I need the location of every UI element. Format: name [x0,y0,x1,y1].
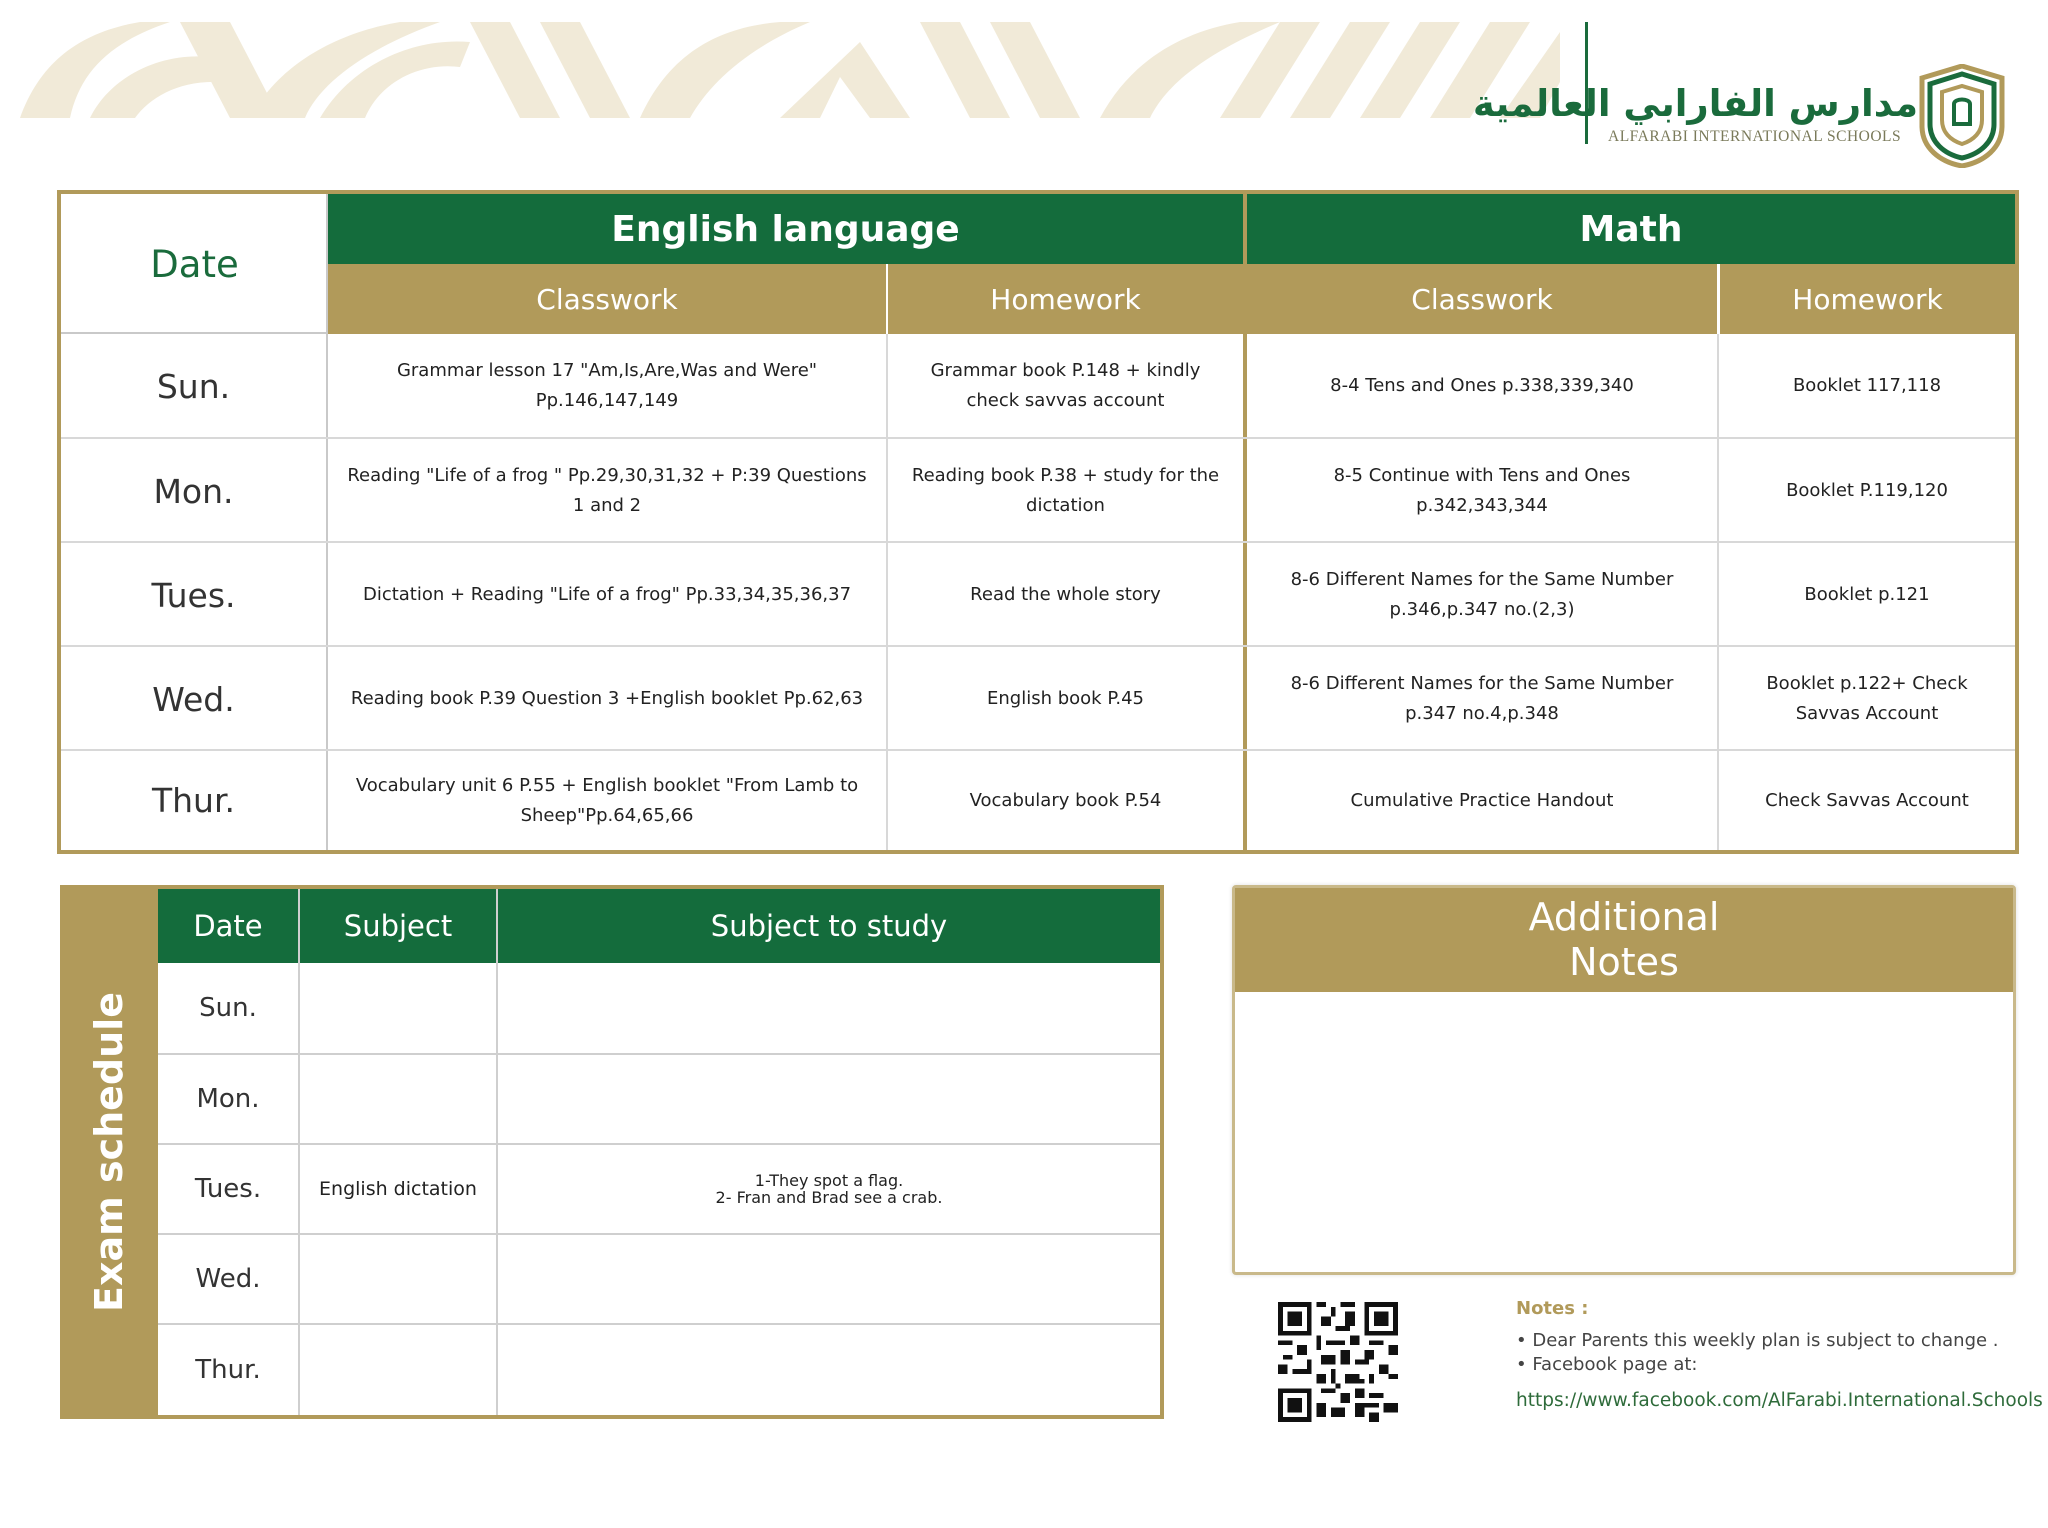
english-classwork-thur: Vocabulary unit 6 P.55 + English booklet "From Lamb to Sheep"Pp.64,65,66 [355,774,859,826]
day-label-wed: Wed. [152,679,235,719]
day-label-thur: Thur. [151,781,235,820]
exam-study-tues [498,1145,1160,1233]
exam-date-header: Date [158,889,298,963]
school-crest-icon [1918,64,2006,168]
english-homework-wed: English book P.45 [987,688,1144,709]
day-label-tues: Tues. [151,575,236,615]
additional-notes-title-line1: Additional [1528,895,1720,939]
exam-day-tues: Tues. [194,1174,262,1204]
footer-notes-line-1: • Dear Parents this weekly plan is subject to change . [1516,1330,1999,1351]
math-classwork-header: Classwork [1247,264,1717,334]
english-classwork-wed: Reading book P.39 Question 3 +English booklet Pp.62,63 [350,688,864,709]
english-subject-header: English language [328,194,1243,264]
english-homework-tues: Read the whole story [970,584,1161,605]
math-classwork-thur: Cumulative Practice Handout [1350,789,1614,811]
additional-notes-header [1235,888,2013,992]
facebook-page-link[interactable]: https://www.facebook.com/AlFarabi.International.Schools [1516,1390,2043,1411]
school-name-arabic: مدارس الفارابي العالمية [1472,82,1918,125]
exam-day-thur: Thur. [195,1355,261,1385]
math-homework-mon: Booklet P.119,120 [1786,480,1948,501]
math-homework-tues: Booklet p.121 [1804,584,1930,605]
math-homework-header: Homework [1720,264,2015,334]
math-subject-header: Math [1247,194,2015,264]
weekly-plan-table [57,190,2019,854]
day-label-sun: Sun. [156,366,231,406]
exam-study-line-1: 1-They spot a flag. [754,1171,904,1190]
footer-notes-title: Notes : [1516,1298,1589,1319]
exam-subject-header: Subject [300,889,496,963]
math-classwork-wed: 8-6 Different Names for the Same Number p.347 no.4,p.348 [1290,673,1674,724]
exam-study-header: Subject to study [498,889,1160,963]
exam-day-wed: Wed. [195,1264,261,1294]
math-homework-sun: Booklet 117,118 [1792,375,1942,396]
english-homework-sun: Grammar book P.148 + kindly check savvas account [930,360,1201,411]
exam-study-line-2: 2- Fran and Brad see a crab. [715,1188,943,1207]
math-classwork-sun: 8-4 Tens and Ones p.338,339,340 [1330,375,1634,396]
exam-day-mon: Mon. [196,1084,260,1114]
qr-code-icon [1278,1302,1398,1422]
math-classwork-tues: 8-6 Different Names for the Same Number p.346,p.347 no.(2,3) [1290,569,1674,620]
footer-notes-line-2: • Facebook page at: [1516,1354,1698,1375]
english-classwork-header: Classwork [328,264,886,334]
additional-notes-title-line2: Notes [1569,940,1679,984]
english-classwork-tues: Dictation + Reading "Life of a frog" Pp.33,34,35,36,37 [362,584,852,605]
english-homework-mon: Reading book P.38 + study for the dictation [911,465,1220,516]
decorative-banner [20,22,1560,118]
math-classwork-mon: 8-5 Continue with Tens and Ones p.342,343,344 [1333,465,1631,516]
english-classwork-sun: Grammar lesson 17 "Am,Is,Are,Was and Were" Pp.146,147,149 [396,360,818,411]
exam-schedule-table [158,889,1160,1415]
exam-day-sun: Sun. [199,993,257,1023]
day-label-mon: Mon. [153,471,234,511]
school-name-english: ALFARABI INTERNATIONAL SCHOOLS [1608,128,1902,145]
english-homework-header: Homework [888,264,1243,334]
english-classwork-mon: Reading "Life of a frog " Pp.29,30,31,32 + P:39 Questions 1 and 2 [347,465,867,516]
math-homework-thur: Check Savvas Account [1765,789,1969,811]
math-homework-wed: Booklet p.122+ Check Savvas Account [1766,673,1968,724]
english-homework-thur: Vocabulary book P.54 [969,789,1162,811]
exam-schedule-title: Exam schedule [87,992,131,1312]
date-column-header: Date [150,242,239,286]
exam-subject-tues: English dictation [319,1178,477,1200]
